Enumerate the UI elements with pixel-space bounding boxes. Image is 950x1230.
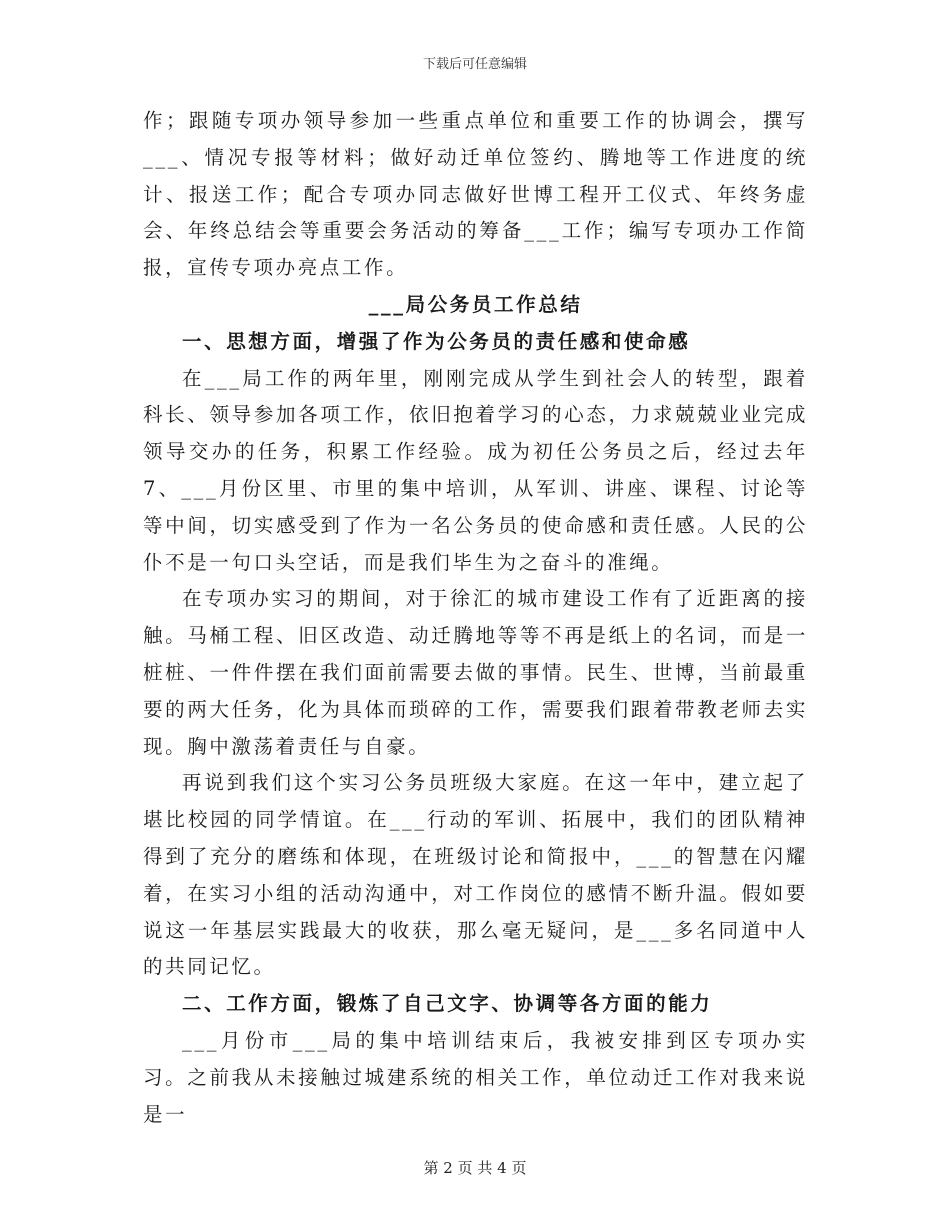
- document-title: ___局公务员工作总结: [368, 292, 583, 316]
- document-body: [143, 103, 808, 1133]
- section-heading-2: 二、工作方面，锻炼了自己文字、协调等各方面的能力: [182, 992, 713, 1016]
- header-note: 下载后可任意编辑: [422, 57, 527, 72]
- paragraph-1: 在___局工作的两年里，刚刚完成从学生到社会人的转型，跟着科长、领导参加各项工作，依旧抱着学习的心态，力求兢兢业业完成领导交办的任务，积累工作经验。成为初任公务员之后，经过去年7、___月份区里、市里的集中培训，从军训、讲座、课程、讨论等等中间，切实感受到了作为一名公务员的使命感和责任感。人民的公仆不是一句口头空话，而是我们毕生为之奋斗的准绳。: [143, 366, 808, 574]
- paragraph-2: 在专项办实习的期间，对于徐汇的城市建设工作有了近距离的接触。马桶工程、旧区改造、动迁腾地等等不再是纸上的名词，而是一桩桩、一件件摆在我们面前需要去做的事情。民生、世博，当前最重要的两大任务，化为具体而琐碎的工作，需要我们跟着带教老师去实现。胸中激荡着责任与自豪。: [143, 587, 808, 758]
- section-heading-1: 一、思想方面，增强了作为公务员的责任感和使命感: [182, 329, 691, 353]
- paragraph-3: 再说到我们这个实习公务员班级大家庭。在这一年中，建立起了堪比校园的同学情谊。在___行动的军训、拓展中，我们的团队精神得到了充分的磨练和体现，在班级讨论和简报中，___的智慧在闪耀着，在实习小组的活动沟通中，对工作岗位的感情不断升温。假如要说这一年基层实践最大的收获，那么毫无疑问，是___多名同道中人的共同记忆。: [143, 771, 808, 979]
- paragraph-4: ___月份市___局的集中培训结束后，我被安排到区专项办实习。之前我从未接触过城建系统的相关工作，单位动迁工作对我来说是一: [143, 1028, 808, 1126]
- page-indicator: 第 2 页 共 4 页: [423, 1159, 527, 1177]
- paragraph-continued: 作；跟随专项办领导参加一些重点单位和重要工作的协调会，撰写___、情况专报等材料；做好动迁单位签约、腾地等工作进度的统计、报送工作；配合专项办同志做好世博工程开工仪式、年终务虚会、年终总结会等重要会务活动的筹备___工作；编写专项办工作简报，宣传专项办亮点工作。: [143, 109, 808, 280]
